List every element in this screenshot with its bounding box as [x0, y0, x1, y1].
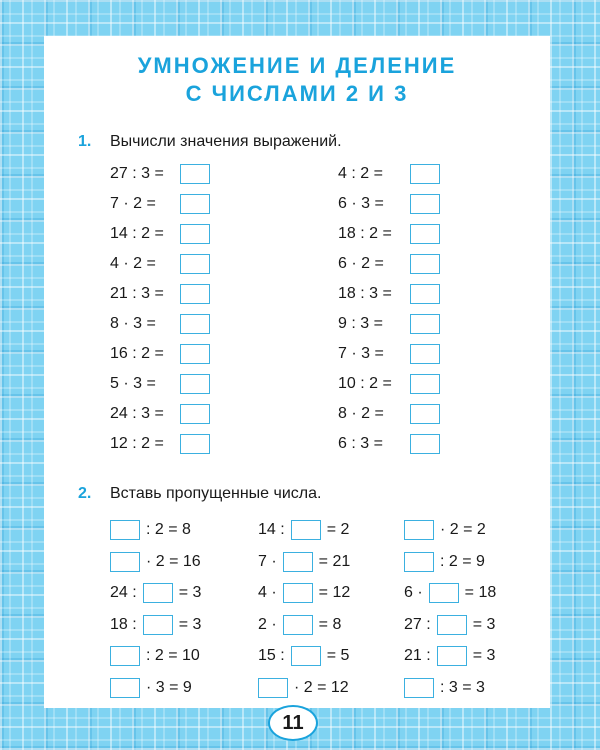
answer-box[interactable] — [410, 254, 440, 274]
task1-expression — [110, 283, 210, 305]
task1-expression — [338, 403, 440, 425]
task1-expression — [110, 193, 210, 215]
expression-prefix: 2 · — [258, 615, 277, 633]
expression-prefix: 14 : — [258, 521, 285, 538]
task2-expression — [258, 582, 350, 604]
expression-prefix: 24 : — [110, 584, 137, 601]
missing-number-box[interactable] — [429, 583, 459, 603]
missing-number-box[interactable] — [404, 552, 434, 572]
missing-number-box[interactable] — [404, 678, 434, 698]
task2-instruction: Вставь пропущенные числа. — [110, 485, 322, 502]
expression-text: 8 · 3 = — [110, 315, 156, 332]
task2-expression — [404, 614, 495, 636]
task1-expression — [338, 343, 440, 365]
missing-number-box[interactable] — [404, 520, 434, 540]
task1-expression — [338, 433, 440, 455]
expression-suffix: : 2 = 9 — [440, 552, 485, 570]
answer-box[interactable] — [410, 314, 440, 334]
task1-expression — [338, 373, 440, 395]
task2-expression — [404, 519, 486, 541]
answer-box[interactable] — [180, 404, 210, 424]
expression-text: 6 · 3 = — [338, 195, 384, 212]
expression-text: 9 : 3 = — [338, 315, 383, 332]
expression-prefix: 7 · — [258, 552, 277, 570]
task2-expression — [404, 551, 485, 573]
task2-expression — [258, 519, 349, 541]
missing-number-box[interactable] — [291, 520, 321, 540]
task1-expression — [110, 343, 210, 365]
page-title-line1: УМНОЖЕНИЕ И ДЕЛЕНИЕ — [137, 53, 457, 78]
answer-box[interactable] — [410, 404, 440, 424]
task1-expression — [110, 253, 210, 275]
expression-text: 10 : 2 = — [338, 375, 392, 392]
task1-expression — [338, 223, 440, 245]
expression-text: 14 : 2 = — [110, 225, 164, 242]
task2-expression — [110, 582, 201, 604]
expression-suffix: : 3 = 3 — [440, 678, 485, 696]
missing-number-box[interactable] — [110, 552, 140, 572]
answer-box[interactable] — [180, 224, 210, 244]
task2-expression — [110, 519, 191, 541]
expression-prefix: 21 : — [404, 647, 431, 664]
task1-expression — [338, 193, 440, 215]
expression-suffix: · 2 = 16 — [146, 552, 201, 570]
expression-prefix: 27 : — [404, 615, 431, 633]
expression-text: 18 : 2 = — [338, 225, 392, 242]
answer-box[interactable] — [180, 164, 210, 184]
answer-box[interactable] — [180, 254, 210, 274]
task2-expression — [258, 614, 341, 636]
missing-number-box[interactable] — [283, 583, 313, 603]
task2-expression — [404, 677, 485, 699]
expression-text: 7 · 3 = — [338, 345, 384, 362]
expression-suffix: : 2 = 8 — [146, 521, 191, 538]
expression-prefix: 4 · — [258, 584, 277, 601]
missing-number-box[interactable] — [143, 583, 173, 603]
expression-text: 16 : 2 = — [110, 345, 164, 362]
task2-expression — [110, 677, 192, 699]
expression-suffix: · 2 = 2 — [440, 521, 486, 538]
expression-suffix: · 2 = 12 — [294, 678, 349, 696]
expression-text: 8 · 2 = — [338, 405, 384, 422]
missing-number-box[interactable] — [283, 615, 313, 635]
task1-expression — [110, 223, 210, 245]
page-title-line2: С ЧИСЛАМИ 2 И 3 — [185, 81, 409, 106]
task1-expression — [110, 313, 210, 335]
expression-text: 4 · 2 = — [110, 255, 156, 272]
answer-box[interactable] — [410, 194, 440, 214]
answer-box[interactable] — [410, 374, 440, 394]
expression-text: 6 : 3 = — [338, 435, 383, 452]
expression-text: 6 · 2 = — [338, 255, 384, 272]
task2-expression — [404, 582, 496, 604]
expression-suffix: = 21 — [318, 552, 351, 570]
page-number: 11 — [268, 705, 318, 741]
answer-box[interactable] — [410, 164, 440, 184]
expression-suffix: = 3 — [472, 615, 496, 633]
answer-box[interactable] — [410, 224, 440, 244]
expression-text: 27 : 3 = — [110, 165, 164, 182]
missing-number-box[interactable] — [291, 646, 321, 666]
task1-expression — [338, 253, 440, 275]
expression-suffix: = 2 — [326, 521, 350, 538]
missing-number-box[interactable] — [437, 615, 467, 635]
task1-expression — [110, 373, 210, 395]
expression-suffix: : 2 = 10 — [146, 647, 200, 664]
answer-box[interactable] — [180, 374, 210, 394]
expression-text: 5 · 3 = — [110, 375, 156, 392]
expression-text: 24 : 3 = — [110, 405, 164, 422]
missing-number-box[interactable] — [258, 678, 288, 698]
answer-box[interactable] — [410, 434, 440, 454]
expression-prefix: 6 · — [404, 584, 423, 601]
expression-text: 12 : 2 = — [110, 435, 164, 452]
expression-suffix: = 3 — [472, 647, 496, 664]
expression-prefix: 18 : — [110, 615, 137, 633]
expression-suffix: = 3 — [178, 584, 202, 601]
task1-expression — [338, 163, 440, 185]
answer-box[interactable] — [180, 434, 210, 454]
expression-text: 4 : 2 = — [338, 165, 383, 182]
expression-prefix: 15 : — [258, 647, 285, 664]
task1-expression — [110, 403, 210, 425]
expression-suffix: = 12 — [318, 584, 351, 601]
missing-number-box[interactable] — [143, 615, 173, 635]
missing-number-box[interactable] — [437, 646, 467, 666]
task2-number: 2. — [78, 485, 92, 502]
expression-suffix: · 3 = 9 — [146, 678, 192, 696]
missing-number-box[interactable] — [110, 678, 140, 698]
expression-text: 7 · 2 = — [110, 195, 156, 212]
answer-box[interactable] — [180, 284, 210, 304]
task2-expression — [258, 645, 349, 667]
answer-box[interactable] — [180, 344, 210, 364]
task2-expression — [110, 551, 201, 573]
task1-number: 1. — [78, 133, 92, 150]
answer-box[interactable] — [410, 284, 440, 304]
expression-suffix: = 8 — [318, 615, 342, 633]
task2-expression — [110, 614, 201, 636]
task2-expression — [110, 645, 200, 667]
expression-suffix: = 3 — [178, 615, 202, 633]
task2-expression — [404, 645, 495, 667]
task1-expression — [338, 283, 440, 305]
task2-expression — [258, 677, 349, 699]
task1-expression — [338, 313, 440, 335]
answer-box[interactable] — [180, 314, 210, 334]
answer-box[interactable] — [180, 194, 210, 214]
expression-suffix: = 18 — [464, 584, 497, 601]
task1-expression — [110, 433, 210, 455]
answer-box[interactable] — [410, 344, 440, 364]
expression-suffix: = 5 — [326, 647, 350, 664]
missing-number-box[interactable] — [283, 552, 313, 572]
missing-number-box[interactable] — [110, 646, 140, 666]
task2-expression — [258, 551, 350, 573]
expression-text: 21 : 3 = — [110, 285, 164, 302]
task1-instruction: Вычисли значения выражений. — [110, 133, 342, 150]
missing-number-box[interactable] — [110, 520, 140, 540]
task1-expression — [110, 163, 210, 185]
expression-text: 18 : 3 = — [338, 285, 392, 302]
